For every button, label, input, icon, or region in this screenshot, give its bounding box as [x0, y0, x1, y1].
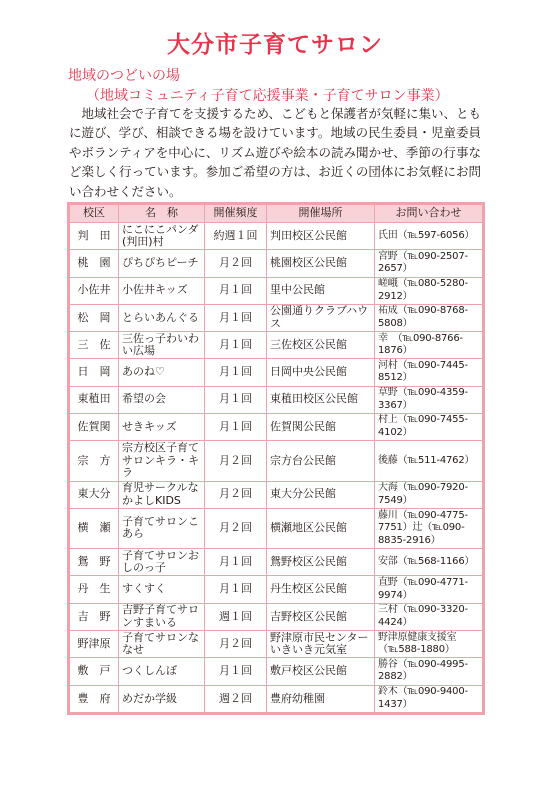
district-cell: 豊 府 — [70, 685, 119, 713]
district-cell: 横 瀬 — [70, 508, 119, 548]
district-cell: 野津原 — [70, 630, 119, 657]
contact-cell: 安部（℡568-1166） — [375, 549, 483, 576]
contact-cell: 氏田（℡597-6056） — [375, 223, 483, 250]
frequency-cell: 週２回 — [205, 685, 267, 713]
name-cell: すくすく — [119, 576, 205, 603]
district-cell: 吉 野 — [70, 603, 119, 630]
section-heading: 地域のつどいの場 — [68, 68, 180, 84]
place-cell: 丹生校区公民館 — [267, 576, 375, 603]
place-cell: 桃園校区公民館 — [267, 250, 375, 277]
place-cell: 東稙田校区公民館 — [267, 386, 375, 413]
name-cell: とらいあんぐる — [119, 304, 205, 331]
place-cell: 豊府幼稚園 — [267, 685, 375, 713]
frequency-cell: 月１回 — [205, 332, 267, 359]
frequency-cell: 月２回 — [205, 481, 267, 508]
place-cell: 宗方台公民館 — [267, 441, 375, 481]
table-row — [70, 685, 483, 713]
name-cell: せきキッズ — [119, 413, 205, 440]
place-cell: 敷戸校区公民館 — [267, 658, 375, 685]
page-title: 大分市子育てサロン — [167, 32, 383, 58]
salon-table — [69, 204, 483, 713]
name-cell: あのね♡ — [119, 359, 205, 386]
district-cell: 鴛 野 — [70, 549, 119, 576]
place-cell: 佐賀関公民館 — [267, 413, 375, 440]
name-cell: 育児サークルなかよしKIDS — [119, 481, 205, 508]
table-row — [70, 413, 483, 440]
table-row — [70, 441, 483, 481]
frequency-cell: 月１回 — [205, 549, 267, 576]
place-cell: 吉野校区公民館 — [267, 603, 375, 630]
table-row — [70, 549, 483, 576]
district-cell: 佐賀関 — [70, 413, 119, 440]
salon-table-frame — [67, 202, 485, 715]
contact-cell: 野津原健康支援室（℡588-1880） — [375, 630, 483, 657]
header-contact: お問い合わせ — [375, 205, 483, 223]
contact-cell: 勝谷（℡090-4995-2882） — [375, 658, 483, 685]
name-cell: 小佐井キッズ — [119, 277, 205, 304]
frequency-cell: 月１回 — [205, 277, 267, 304]
table-row — [70, 304, 483, 331]
contact-cell: 村上（℡090-7455-4102） — [375, 413, 483, 440]
place-cell: 野津原市民センターいきいき元気室 — [267, 630, 375, 657]
district-cell: 桃 園 — [70, 250, 119, 277]
contact-cell: 直野（℡090-4771-9974） — [375, 576, 483, 603]
frequency-cell: 月１回 — [205, 658, 267, 685]
place-cell: 判田校区公民館 — [267, 223, 375, 250]
district-cell: 東稙田 — [70, 386, 119, 413]
frequency-cell: 月１回 — [205, 304, 267, 331]
frequency-cell: 週１回 — [205, 603, 267, 630]
table-row — [70, 576, 483, 603]
contact-cell: 藤川（℡090-4775-7751）辻（℡090-8835-2916） — [375, 508, 483, 548]
table-row — [70, 481, 483, 508]
contact-cell: 大海（℡090-7920-7549） — [375, 481, 483, 508]
header-district: 校区 — [70, 205, 119, 223]
frequency-cell: 約週１回 — [205, 223, 267, 250]
table-row — [70, 223, 483, 250]
name-cell: 子育てサロンななせ — [119, 630, 205, 657]
table-row — [70, 332, 483, 359]
frequency-cell: 月２回 — [205, 441, 267, 481]
frequency-cell: 月１回 — [205, 359, 267, 386]
contact-cell: 草野（℡090-4359-3367） — [375, 386, 483, 413]
name-cell: つくしんぼ — [119, 658, 205, 685]
name-cell: 希望の会 — [119, 386, 205, 413]
table-row — [70, 508, 483, 548]
place-cell: 里中公民館 — [267, 277, 375, 304]
frequency-cell: 月２回 — [205, 508, 267, 548]
table-header-row — [70, 205, 483, 223]
place-cell: 鴛野校区公民館 — [267, 549, 375, 576]
name-cell: 吉野子育てサロンすまいる — [119, 603, 205, 630]
header-frequency: 開催頻度 — [205, 205, 267, 223]
header-name: 名 称 — [119, 205, 205, 223]
frequency-cell: 月１回 — [205, 413, 267, 440]
table-row — [70, 386, 483, 413]
district-cell: 東大分 — [70, 481, 119, 508]
section-subheading: （地域コミュニティ子育て応援事業・子育てサロン事業） — [86, 88, 449, 104]
frequency-cell: 月２回 — [205, 250, 267, 277]
contact-cell: 後藤（℡511-4762） — [375, 441, 483, 481]
intro-paragraph: 地域社会で子育てを支援するため、こどもと保護者が気軽に集い、ともに遊び、学び、相談できる場を設けています。地域の民生委員・児童委員やボランティアを中心に、リズム遊びや絵本の読み聞かせ、季節の行事など楽しく行っています。参加ご希望の方は、お近くの団体にお気軽にお問い合わせください。 — [69, 106, 482, 199]
name-cell: 子育てサロンこあら — [119, 508, 205, 548]
place-cell: 公園通りクラブハウス — [267, 304, 375, 331]
table-row — [70, 250, 483, 277]
frequency-cell: 月２回 — [205, 630, 267, 657]
contact-cell: 幸 （℡090-8766-1876） — [375, 332, 483, 359]
frequency-cell: 月１回 — [205, 576, 267, 603]
district-cell: 宗 方 — [70, 441, 119, 481]
table-row — [70, 277, 483, 304]
contact-cell: 河村（℡090-7445-8512） — [375, 359, 483, 386]
name-cell: 子育てサロンおしのっ子 — [119, 549, 205, 576]
name-cell: 三佐っ子わいわい広場 — [119, 332, 205, 359]
district-cell: 松 岡 — [70, 304, 119, 331]
place-cell: 東大分公民館 — [267, 481, 375, 508]
contact-cell: 鈴木（℡090-9400-1437） — [375, 685, 483, 713]
place-cell: 横瀬地区公民館 — [267, 508, 375, 548]
table-row — [70, 359, 483, 386]
district-cell: 日 岡 — [70, 359, 119, 386]
header-place: 開催場所 — [267, 205, 375, 223]
name-cell: にこにこパンダ(判田)村 — [119, 223, 205, 250]
contact-cell: 祐成（℡090-8768-5808） — [375, 304, 483, 331]
contact-cell: 嵯峨（℡080-5280-2912） — [375, 277, 483, 304]
table-row — [70, 658, 483, 685]
name-cell: めだか学級 — [119, 685, 205, 713]
district-cell: 判 田 — [70, 223, 119, 250]
district-cell: 丹 生 — [70, 576, 119, 603]
table-row — [70, 603, 483, 630]
contact-cell: 宮野（℡090-2507-2657） — [375, 250, 483, 277]
district-cell: 敷 戸 — [70, 658, 119, 685]
district-cell: 小佐井 — [70, 277, 119, 304]
name-cell: 宗方校区子育てサロンキラ・キラ — [119, 441, 205, 481]
table-row — [70, 630, 483, 657]
contact-cell: 三村（℡090-3320-4424） — [375, 603, 483, 630]
frequency-cell: 月１回 — [205, 386, 267, 413]
place-cell: 日岡中央公民館 — [267, 359, 375, 386]
district-cell: 三 佐 — [70, 332, 119, 359]
place-cell: 三佐校区公民館 — [267, 332, 375, 359]
name-cell: ぴちぴちピーチ — [119, 250, 205, 277]
